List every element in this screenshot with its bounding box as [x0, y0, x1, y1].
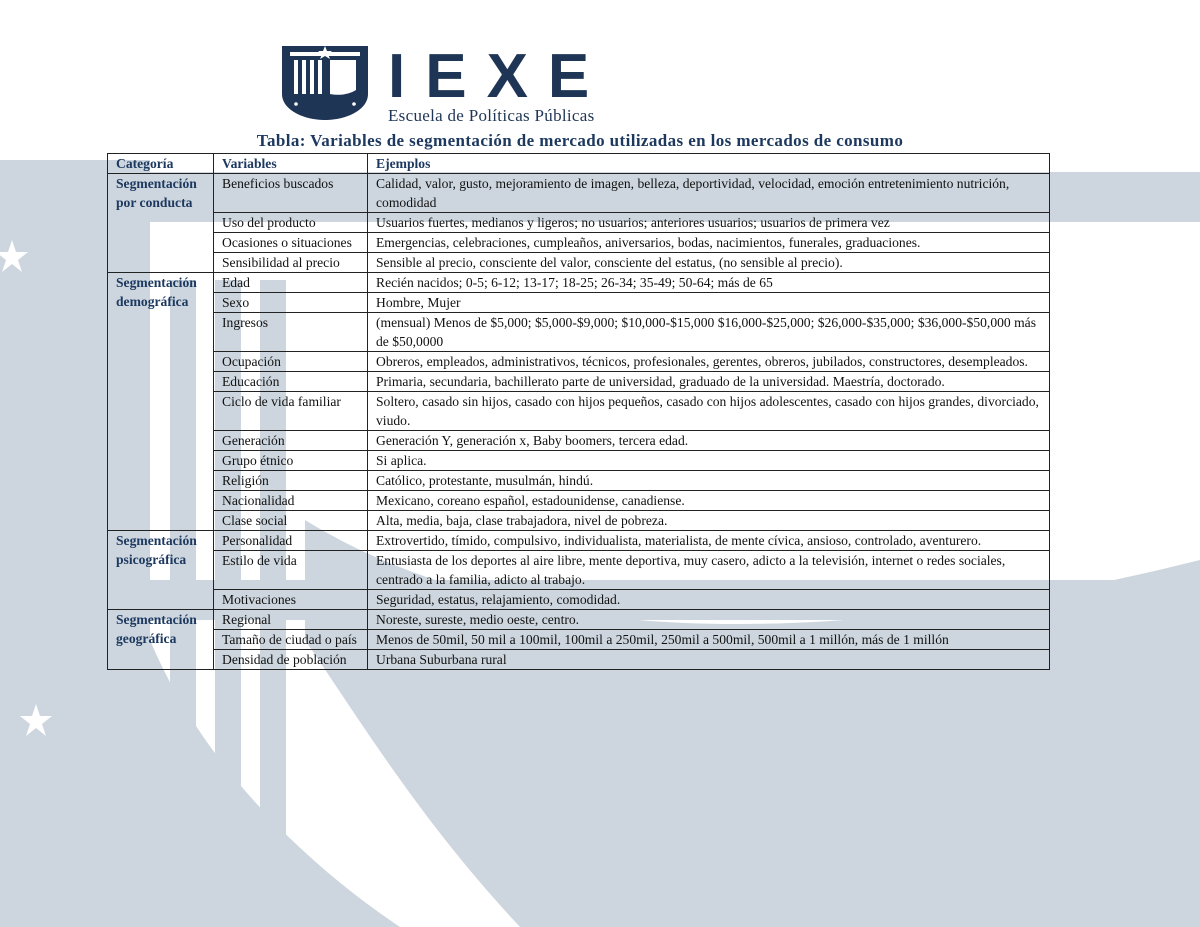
- header-variables: Variables: [214, 154, 368, 174]
- variable-cell: Motivaciones: [214, 590, 368, 610]
- category-cell-demografica: Segmentación demográfica: [108, 273, 214, 531]
- logo-wordmark: IEXE: [388, 42, 610, 111]
- variable-cell: Ocupación: [214, 352, 368, 372]
- example-cell: Recién nacidos; 0-5; 6-12; 13-17; 18-25; 26-34; 35-49; 50-64; más de 65: [368, 273, 1050, 293]
- table-header-row: [108, 154, 1050, 174]
- category-cell-conducta: Segmentación por conducta: [108, 174, 214, 273]
- example-cell: Primaria, secundaria, bachillerato parte de universidad, graduado de la universidad. Maestría, doctorado.: [368, 372, 1050, 392]
- table-row: [108, 451, 1050, 471]
- logo-emblem-icon: [280, 44, 370, 122]
- example-cell: Soltero, casado sin hijos, casado con hijos pequeños, casado con hijos adolescentes, casado con hijos grandes, divorciado, viudo.: [368, 392, 1050, 431]
- variable-cell: Edad: [214, 273, 368, 293]
- example-cell: Si aplica.: [368, 451, 1050, 471]
- table-row: [108, 213, 1050, 233]
- example-cell: Sensible al precio, consciente del valor, consciente del estatus, (no sensible al precio).: [368, 253, 1050, 273]
- table-row: [108, 233, 1050, 253]
- example-cell: Usuarios fuertes, medianos y ligeros; no usuarios; anteriores usuarios; usuarios de primera vez: [368, 213, 1050, 233]
- table-row: [108, 590, 1050, 610]
- variable-cell: Nacionalidad: [214, 491, 368, 511]
- variable-cell: Ingresos: [214, 313, 368, 352]
- example-cell: Alta, media, baja, clase trabajadora, nivel de pobreza.: [368, 511, 1050, 531]
- example-cell: Noreste, sureste, medio oeste, centro.: [368, 610, 1050, 630]
- table-row: [108, 174, 1050, 213]
- example-cell: Extrovertido, tímido, compulsivo, individualista, materialista, de mente cívica, ansioso, controlado, aventurero.: [368, 531, 1050, 551]
- iexe-logo: [280, 44, 610, 134]
- example-cell: Católico, protestante, musulmán, hindú.: [368, 471, 1050, 491]
- variable-cell: Beneficios buscados: [214, 174, 368, 213]
- example-cell: Entusiasta de los deportes al aire libre, mente deportiva, muy casero, adicto a la televisión, internet o redes sociales, centrado a la familia, adicto al trabajo.: [368, 551, 1050, 590]
- table-row: [108, 471, 1050, 491]
- example-cell: Mexicano, coreano español, estadounidense, canadiense.: [368, 491, 1050, 511]
- segmentation-table: [107, 153, 1050, 670]
- table-row: [108, 511, 1050, 531]
- table-row: [108, 630, 1050, 650]
- table-row: [108, 650, 1050, 670]
- variable-cell: Tamaño de ciudad o país: [214, 630, 368, 650]
- example-cell: Emergencias, celebraciones, cumpleaños, aniversarios, bodas, nacimientos, funerales, graduaciones.: [368, 233, 1050, 253]
- table-row: [108, 273, 1050, 293]
- table-row: [108, 392, 1050, 431]
- variable-cell: Estilo de vida: [214, 551, 368, 590]
- variable-cell: Regional: [214, 610, 368, 630]
- example-cell: Obreros, empleados, administrativos, técnicos, profesionales, gerentes, obreros, jubilados, constructores, desempleados.: [368, 352, 1050, 372]
- variable-cell: Clase social: [214, 511, 368, 531]
- page-title: Tabla: Variables de segmentación de mercado utilizadas en los mercados de consumo: [256, 131, 904, 150]
- variable-cell: Educación: [214, 372, 368, 392]
- table-row: [108, 491, 1050, 511]
- variable-cell: Generación: [214, 431, 368, 451]
- example-cell: Generación Y, generación x, Baby boomers, tercera edad.: [368, 431, 1050, 451]
- example-cell: Hombre, Mujer: [368, 293, 1050, 313]
- example-cell: (mensual) Menos de $5,000; $5,000-$9,000; $10,000-$15,000 $16,000-$25,000; $26,000-$35,000; $36,000-$50,000 más de $50,0000: [368, 313, 1050, 352]
- header-examples: Ejemplos: [368, 154, 1050, 174]
- table-row: [108, 610, 1050, 630]
- table-row: [108, 551, 1050, 590]
- variable-cell: Ocasiones o situaciones: [214, 233, 368, 253]
- variable-cell: Sensibilidad al precio: [214, 253, 368, 273]
- category-cell-geografica: Segmentación geográfica: [108, 610, 214, 670]
- table-row: [108, 313, 1050, 352]
- example-cell: Calidad, valor, gusto, mejoramiento de imagen, belleza, deportividad, velocidad, emoción entretenimiento nutrición, comodidad: [368, 174, 1050, 213]
- example-cell: Menos de 50mil, 50 mil a 100mil, 100mil a 250mil, 250mil a 500mil, 500mil a 1 millón, más de 1 millón: [368, 630, 1050, 650]
- variable-cell: Sexo: [214, 293, 368, 313]
- category-cell-psicografica: Segmentación psicográfica: [108, 531, 214, 610]
- example-cell: Urbana Suburbana rural: [368, 650, 1050, 670]
- table-row: [108, 253, 1050, 273]
- table-row: [108, 352, 1050, 372]
- table-row: [108, 431, 1050, 451]
- variable-cell: Ciclo de vida familiar: [214, 392, 368, 431]
- variable-cell: Grupo étnico: [214, 451, 368, 471]
- example-cell: Seguridad, estatus, relajamiento, comodidad.: [368, 590, 1050, 610]
- logo-subtitle: Escuela de Políticas Públicas: [388, 106, 595, 125]
- table-row: [108, 372, 1050, 392]
- table-row: [108, 293, 1050, 313]
- variable-cell: Uso del producto: [214, 213, 368, 233]
- variable-cell: Religión: [214, 471, 368, 491]
- variable-cell: Densidad de población: [214, 650, 368, 670]
- table-row: [108, 531, 1050, 551]
- header-category: Categoría: [108, 154, 214, 174]
- variable-cell: Personalidad: [214, 531, 368, 551]
